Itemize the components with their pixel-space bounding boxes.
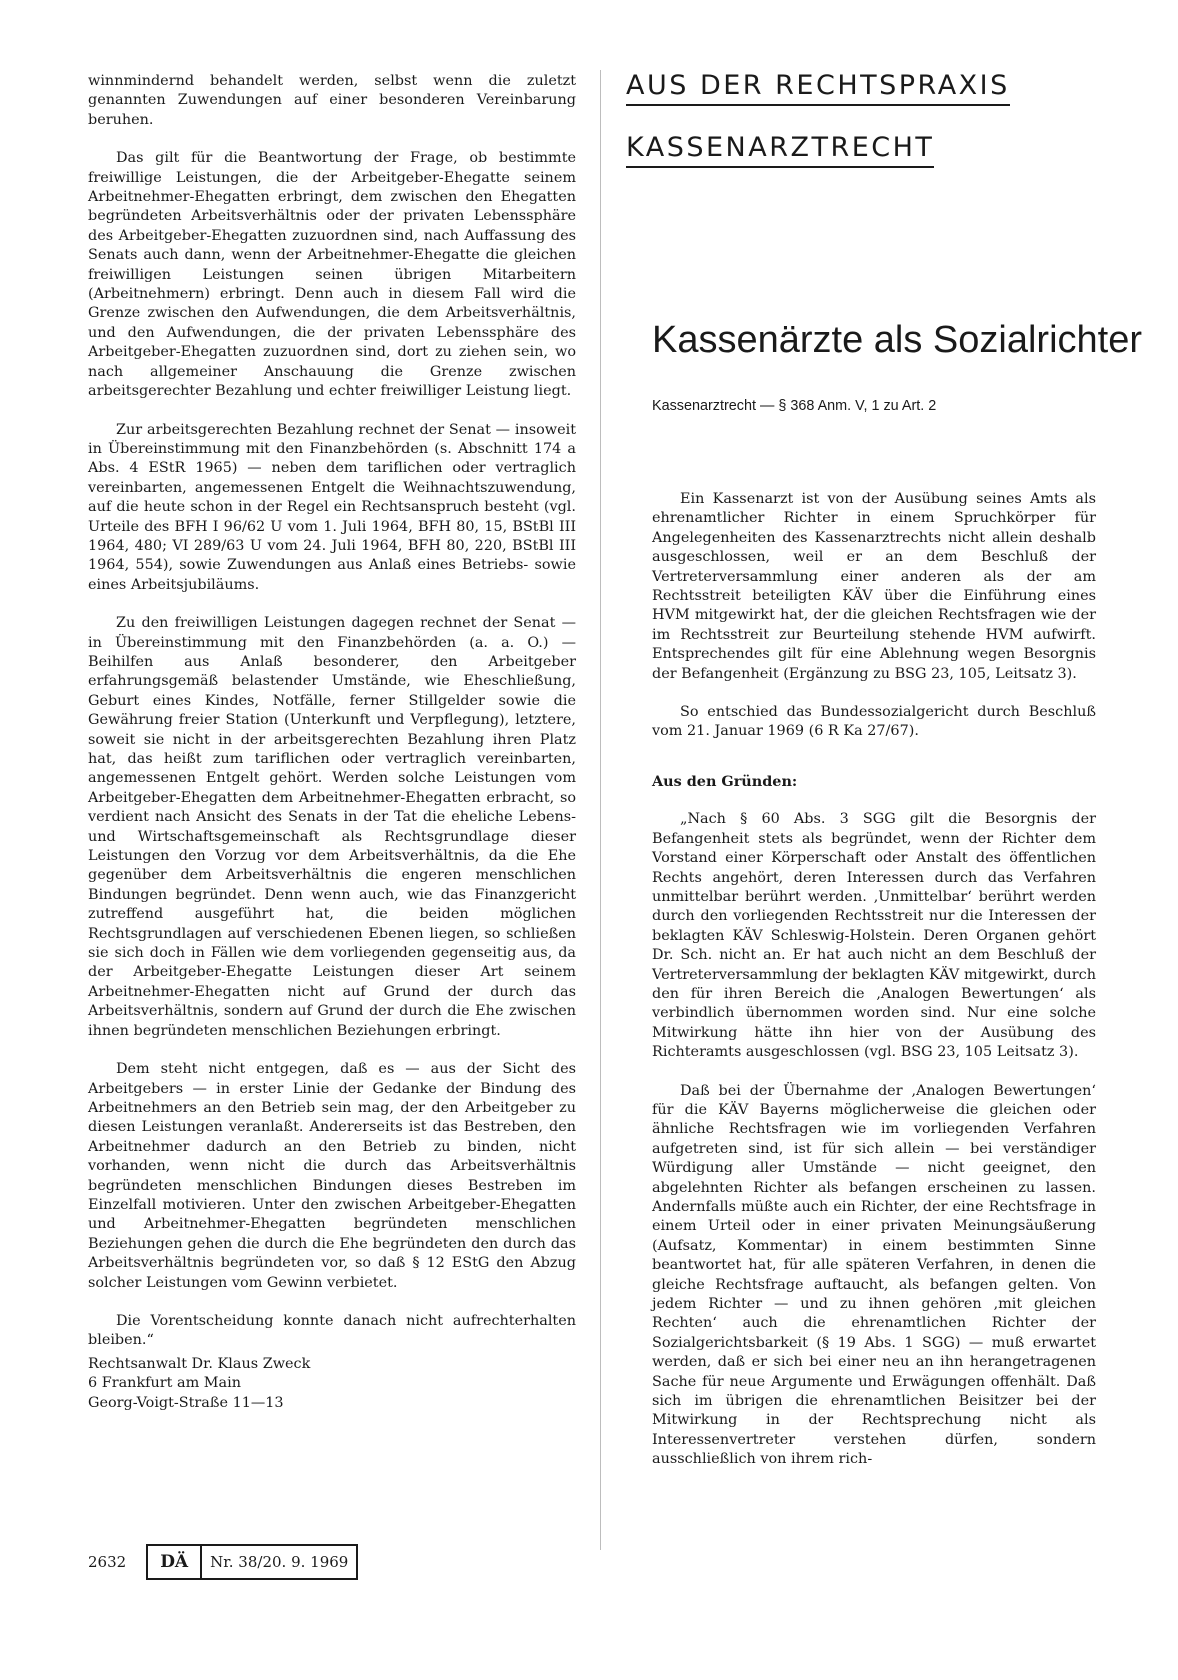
paragraph: Daß bei der Übernahme der ‚Analogen Bewertungen‘ für die KÄV Bayerns möglicherweise die gleichen oder ähnliche Rechtsfragen wie im vorliegenden Verfahren aufgetreten sind, ist für sich allein — bei verständiger Würdigung aller Umstände — nicht geeignet, den abgelehnten Richter als befangen erscheinen zu lassen. Andernfalls müßte auch ein Richter, der eine Rechtsfrage in einem Urteil oder in einer privaten Meinungsäußerung (Aufsatz, Kommentar) in einem bestimmten Sinne beantwortet hat, für alle späteren Verfahren, in denen die gleiche Rechtsfrage auftaucht, als befangen gelten. Von jedem Richter — und zu ihnen gehören ‚mit gleichen Rechten‘ auch die ehrenamtlichen Richter der Sozialgerichtsbarkeit (§ 19 Abs. 1 SGG) — muß erwartet werden, daß er sich bei einer neu an ihn herangetragenen Sache für neue Argumente und Erwägungen offenhält. Daß sich im übrigen die ehrenamtlichen Beisitzer bei der Mitwirkung in der Rechtsprechung nicht als Interessenvertreter verstehen dürfen, sondern ausschließlich von ihrem rich- [652,1082,1096,1468]
paragraph: Dem steht nicht entgegen, daß es — aus der Sicht des Arbeitgebers — in erster Linie der Gedanke der Bindung des Arbeitnehmers an den Betrieb sein mag, der den Arbeitgeber zu diesen Leistungen veranlaßt. Andererseits ist das Bestreben, den Arbeitnehmer dadurch an den Betrieb zu binden, nicht vorhanden, wenn nicht die durch das Arbeitsverhältnis begründeten menschlichen Bindungen dieses Bestreben im Einzelfall motivieren. Unter den zwischen Arbeitgeber-Ehegatten und Arbeitnehmer-Ehegatten begründeten menschlichen Beziehungen gehen die durch die Ehe begründeten den durch das Arbeitsverhältnis begründeten vor, so daß § 12 EStG den Abzug solcher Leistungen vom Gewinn verbietet. [88,1061,576,1291]
column-divider [600,70,601,1550]
issue-label: Nr. 38/20. 9. 1969 [210,1553,349,1571]
article-reference: Kassenarztrecht — § 368 Anm. V, 1 zu Art. 2 [652,398,937,414]
paragraph: winnmindernd behandelt werden, selbst wenn die zuletzt genannten Zuwendungen auf einer besonderen Vereinbarung beruhen. [88,73,576,128]
page-number: 2632 [88,1553,127,1571]
paragraph: Zur arbeitsgerechten Bezahlung rechnet der Senat — insoweit in Übereinstimmung mit den Finanzbehörden (s. Abschnitt 174 a Abs. 4 EStR 1965) — neben dem tariflichen oder vertraglich vereinbarten, angemessenen Entgelt die Weihnachtszuwendung, auf die heute schon in der Regel ein Rechtsanspruch besteht (vgl. Urteile des BFH I 96/62 U vom 1. Juli 1964, BFH 80, 15, BStBl III 1964, 480; VI 289/63 U vom 24. Juli 1964, BFH 80, 220, BStBl III 1964, 554), sowie Zuwendungen aus Anlaß eines Betriebs- sowie eines Arbeitsjubiläums. [88,421,576,593]
author-street: Georg-Voigt-Straße 11—13 [88,1394,284,1411]
article-title: Kassenärzte als Sozialrichter [652,319,1142,361]
paragraph: Die Vorentscheidung konnte danach nicht aufrechterhalten bleiben.“ [88,1312,576,1349]
right-column [652,490,1096,1489]
left-column [88,72,576,1413]
paragraph: „Nach § 60 Abs. 3 SGG gilt die Besorgnis der Befangenheit stets als begründet, wenn der Richter dem Vorstand einer Körperschaft oder Anstalt des öffentlichen Rechts angehört, deren Interessen durch das Verfahren unmittelbar berührt werden. ‚Unmittelbar‘ berührt werden durch den vorliegenden Rechtsstreit nur die Interessen der beklagten KÄV Schleswig-Holstein. Deren Organen gehört Dr. Sch. nicht an. Er hat auch nicht an dem Beschluß der Vertreterversammlung der beklagten KÄV mitgewirkt, durch den für ihren Bereich die ‚Analogen Bewertungen‘ als verbindlich übernommen worden sind. Nur eine solche Mitwirkung hätte ihn hier von der Ausübung des Richteramts ausgeschlossen (vgl. BSG 23, 105 Leitsatz 3). [652,811,1096,1061]
author-city: 6 Frankfurt am Main [88,1375,241,1392]
subheading: Aus den Gründen: [652,772,798,790]
issue-box [146,1544,358,1580]
page-footer [88,1544,358,1580]
section-rubric: AUS DER RECHTSPRAXIS [626,70,1010,106]
paragraph: Das gilt für die Beantwortung der Frage, ob bestimmte freiwillige Leistungen, die der Arbeitgeber-Ehegatte seinem Arbeitnehmer-Ehegatten erbringt, dem zwischen den Ehegatten begründeten Arbeitsverhältnis oder der privaten Lebenssphäre des Arbeitgeber-Ehegatten zuzuordnen sind, nach Auffassung des Senats auch dann, wenn der Arbeitnehmer-Ehegatte die gleichen freiwilligen Leistungen seinen übrigen Mitarbeitern (Arbeitnehmern) erbringt. Denn auch in diesem Fall wird die Grenze zwischen den Aufwendungen, die dem Arbeitsverhältnis, und den Aufwendungen, die der privaten Lebenssphäre des Arbeitgeber-Ehegatten zuzuordnen sind, dort zu ziehen sein, wo nach allgemeiner Anschauung die Grenze zwischen arbeitsgerechter Bezahlung und echter freiwilliger Leistung liegt. [88,150,576,400]
author-name: Rechtsanwalt Dr. Klaus Zweck [88,1355,311,1372]
paragraph: Zu den freiwilligen Leistungen dagegen rechnet der Senat — in Übereinstimmung mit den Finanzbehörden (a. a. O.) — Beihilfen aus Anlaß besonderer, den Arbeitgeber erfahrungsgemäß belastender Umstände, wie Eheschließung, Geburt eines Kindes, Notfälle, ferner Stillgelder sowie die Gewährung freier Station (Unterkunft und Verpflegung), letztere, soweit sie nicht in der arbeitsgerechten Bezahlung ihren Platz hat, das heißt zum tariflichen oder vertraglich vereinbarten, angemessenen Entgelt gehört. Werden solche Leistungen vom Arbeitgeber-Ehegatten dem Arbeitnehmer-Ehegatten erbracht, so verdient nach Ansicht des Senats in der Tat die eheliche Lebens- und Wirtschaftsgemeinschaft als Rechtsgrundlage dieser Leistungen den Vorzug vor dem Arbeitsverhältnis, da die Ehe gegenüber dem Arbeitsverhältnis die engeren menschlichen Bindungen begründet. Denn wenn auch, wie das Finanzgericht zutreffend ausgeführt hat, die beiden möglichen Rechtsgrundlagen auf verschiedenen Ebenen liegen, so schließen sie sich doch in Fällen wie dem vorliegenden gegenseitig aus, da der Arbeitgeber-Ehegatte Leistungen dieser Art seinem Arbeitnehmer-Ehegatten nicht auf Grund der durch das Arbeitsverhältnis, sondern auf Grund der durch die Ehe zwischen ihnen begründeten menschlichen Beziehungen erbringt. [88,615,576,1039]
paragraph: Ein Kassenarzt ist von der Ausübung seines Amts als ehrenamtlicher Richter in einem Spruchkörper für Angelegenheiten des Kassenarztrechts nicht allein deshalb ausgeschlossen, weil er an dem Beschluß der Vertreterversammlung einer anderen als der am Rechtsstreit beteiligten KÄV über die Einführung eines HVM mitgewirkt hat, der die gleichen Rechtsfragen wie der im Rechtsstreit zur Beurteilung stehende HVM aufwirft. Entsprechendes gilt für eine Ablehnung wegen Besorgnis der Befangenheit (Ergänzung zu BSG 23, 105, Leitsatz 3). [652,491,1096,682]
author-signature [88,1355,576,1413]
journal-logo: DÄ [148,1546,202,1578]
section-subrubric: KASSENARZTRECHT [626,132,934,168]
paragraph: So entschied das Bundessozialgericht durch Beschluß vom 21. Januar 1969 (6 R Ka 27/67). [652,704,1096,740]
